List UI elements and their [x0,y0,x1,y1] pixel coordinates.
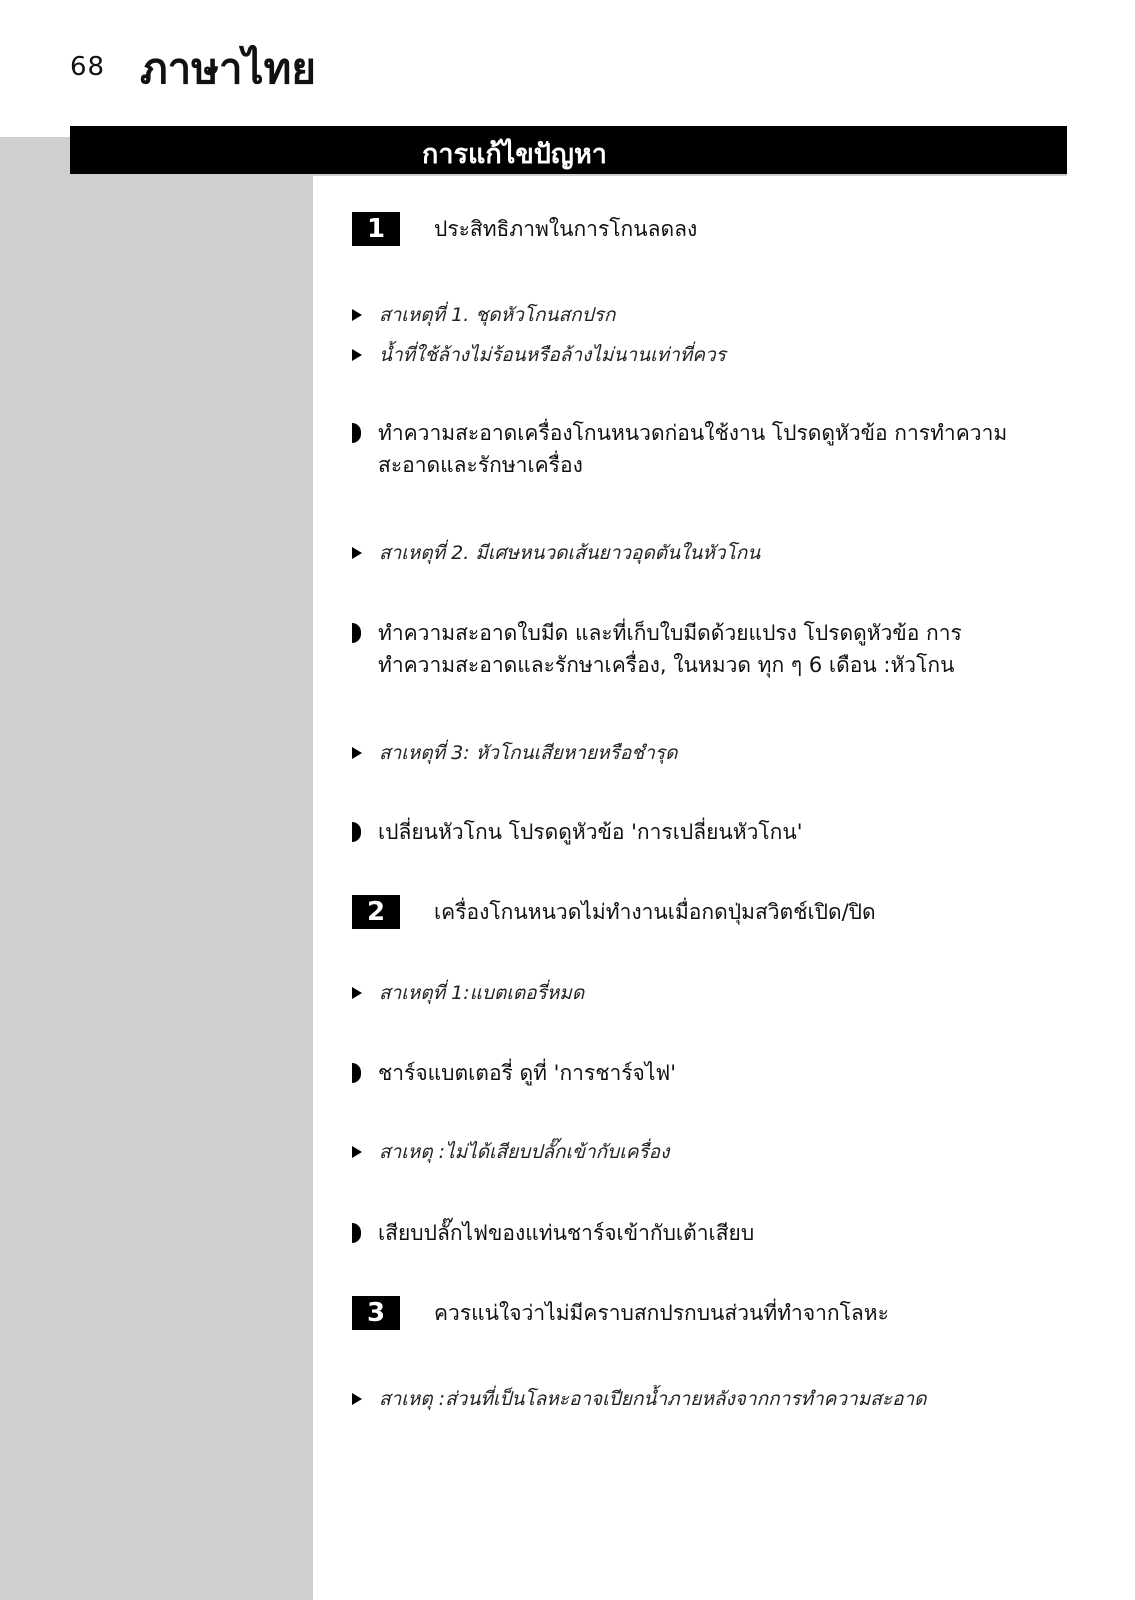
arrow-right-icon [352,1393,362,1405]
half-circle-bullet-icon [352,423,361,443]
remedy-text: เปลี่ยนหัวโกน โปรดดูหัวข้อ 'การเปลี่ยนหัวโกน' [378,820,803,844]
cause-text: สาเหตุที่ 3: หัวโกนเสียหายหรือชำรุด [379,742,678,764]
cause-text: สาเหตุที่ 1. ชุดหัวโกนสกปรก [379,304,616,326]
cause-item [352,1384,926,1414]
cause-item [352,300,615,330]
remedy-text: ทำความสะอาดเครื่องโกนหนวดก่อนใช้งาน โปรดดูหัวข้อ การทำความสะอาดและรักษาเครื่อง [378,421,1008,477]
arrow-right-icon [352,747,362,759]
problem-heading [352,212,697,246]
cause-item [352,738,677,768]
page-number: 68 [70,52,106,82]
problem-title: ประสิทธิภาพในการโกนลดลง [434,216,698,241]
section-header [70,126,1067,176]
remedy-text: ชาร์จแบตเตอรี่ ดูที่ 'การชาร์จไฟ' [378,1061,677,1085]
problem-heading [352,895,876,929]
remedy-item [352,417,1008,481]
remedy-text: ทำความสะอาดใบมีด และที่เก็บใบมีดด้วยแปรง โปรดดูหัวข้อ การทำความสะอาดและรักษาเครื่อง, ในหมวด ทุก ๆ 6 เดือน :หัวโกน [378,621,962,677]
cause-item [352,1137,669,1167]
problem-title: เครื่องโกนหนวดไม่ทำงานเมื่อกดปุ่มสวิตช์เปิด/ปิด [434,899,876,924]
half-circle-bullet-icon [352,1063,361,1083]
remedy-item [352,1217,1008,1249]
cause-text: สาเหตุ :ไม่ได้เสียบปลั๊กเข้ากับเครื่อง [379,1141,670,1163]
arrow-right-icon [352,1146,362,1158]
cause-text: สาเหตุที่ 1:แบตเตอรี่หมด [379,982,585,1004]
remedy-text: เสียบปลั๊กไฟของแท่นชาร์จเข้ากับเต้าเสียบ [378,1221,755,1245]
arrow-right-icon [352,309,362,321]
problem-number-badge: 2 [352,895,400,929]
half-circle-bullet-icon [352,1223,361,1243]
cause-item [352,340,726,370]
remedy-item [352,1057,1008,1089]
cause-text: สาเหตุที่ 2. มีเศษหนวดเส้นยาวอุดตันในหัวโกน [379,542,761,564]
arrow-right-icon [352,349,362,361]
arrow-right-icon [352,547,362,559]
problem-number-badge: 3 [352,1296,400,1330]
cause-text: น้ำที่ใช้ล้างไม่ร้อนหรือล้างไม่นานเท่าที่ควร [379,344,726,366]
problem-heading [352,1296,889,1330]
problem-title: ควรแน่ใจว่าไม่มีคราบสกปรกบนส่วนที่ทำจากโลหะ [434,1300,889,1325]
section-title: การแก้ไขปัญหา [422,139,607,170]
sidebar-band [0,137,313,1600]
cause-item [352,538,760,568]
half-circle-bullet-icon [352,822,361,842]
arrow-right-icon [352,987,362,999]
cause-item [352,978,584,1008]
problem-number-badge: 1 [352,212,400,246]
remedy-item [352,816,1008,848]
half-circle-bullet-icon [352,623,361,643]
page-language-heading: ภาษาไทย [140,44,316,93]
remedy-item [352,617,1008,681]
cause-text: สาเหตุ :ส่วนที่เป็นโลหะอาจเปียกน้ำภายหลังจากการทำความสะอาด [379,1388,927,1410]
